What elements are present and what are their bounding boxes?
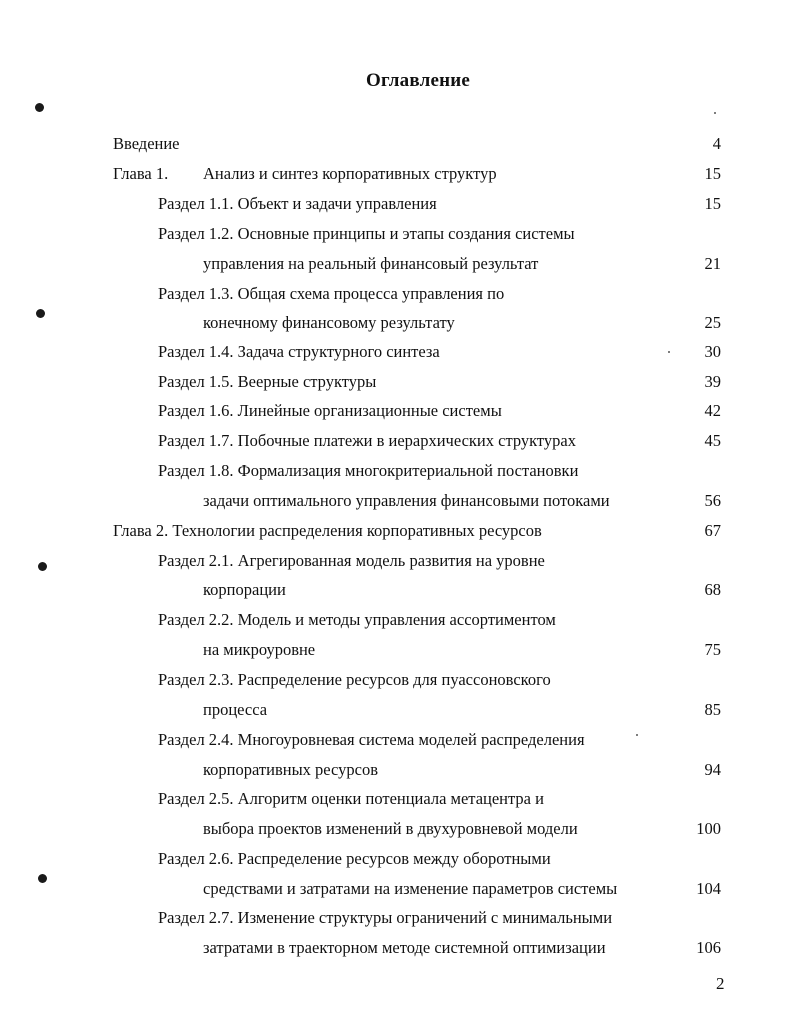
toc-page-section-2-5: 100 bbox=[696, 819, 721, 838]
toc-page-section-2-3: 85 bbox=[704, 700, 721, 719]
toc-entry-section-2-2: Раздел 2.2. Модель и методы управления ассортиментом bbox=[158, 610, 556, 629]
toc-page-section-2-6: 104 bbox=[696, 879, 721, 898]
toc-entry-section-1-3: Раздел 1.3. Общая схема процесса управления по bbox=[158, 284, 505, 303]
toc-entry-section-2-1: Раздел 2.1. Агрегированная модель развития на уровне bbox=[158, 551, 545, 570]
toc-page-section-1-7: 45 bbox=[704, 431, 721, 450]
chapter-title: Анализ и синтез корпоративных структур bbox=[203, 164, 497, 183]
chapter-label: Глава 1. bbox=[113, 164, 169, 183]
toc-entry-section-2-7-cont: затратами в траекторном методе системной оптимизации bbox=[203, 938, 606, 957]
page-number: 2 bbox=[716, 974, 725, 993]
toc-page-section-2-4: 94 bbox=[704, 760, 721, 779]
toc-entry-section-2-3: Раздел 2.3. Распределение ресурсов для пуассоновского bbox=[158, 670, 551, 689]
toc-entry-section-1-7: Раздел 1.7. Побочные платежи в иерархических структурах bbox=[158, 431, 577, 450]
punch-hole-mark bbox=[35, 103, 44, 112]
toc-page-chapter-2: 67 bbox=[704, 521, 721, 540]
toc-entry-section-2-1-cont: корпорации bbox=[203, 580, 286, 599]
toc-entry-section-1-1: Раздел 1.1. Объект и задачи управления bbox=[158, 194, 437, 213]
toc-entry-section-2-2-cont: на микроуровне bbox=[203, 640, 316, 659]
punch-hole-mark bbox=[38, 874, 47, 883]
toc-page-section-1-6: 42 bbox=[704, 401, 721, 420]
toc-entry-section-2-5-cont: выбора проектов изменений в двухуровневой модели bbox=[203, 819, 578, 838]
toc-entry-section-1-6: Раздел 1.6. Линейные организационные системы bbox=[158, 401, 502, 420]
toc-page-section-2-2: 75 bbox=[704, 640, 721, 659]
toc-entry-section-1-8: Раздел 1.8. Формализация многокритериальной постановки bbox=[158, 461, 579, 480]
toc-page-section-2-1: 68 bbox=[704, 580, 721, 599]
toc-page-chapter-1: 15 bbox=[704, 164, 721, 183]
toc-page-section-1-3: 25 bbox=[704, 313, 721, 332]
toc-entry-section-2-7: Раздел 2.7. Изменение структуры ограничений с минимальными bbox=[158, 908, 613, 927]
toc-page-section-1-1: 15 bbox=[704, 194, 721, 213]
toc-entry-section-1-4: Раздел 1.4. Задача структурного синтеза bbox=[158, 342, 440, 361]
scan-speck bbox=[636, 734, 638, 736]
toc-page-intro: 4 bbox=[712, 134, 721, 153]
toc-entry-section-1-5: Раздел 1.5. Веерные структуры bbox=[158, 372, 377, 391]
toc-page-section-1-8: 56 bbox=[704, 491, 721, 510]
punch-hole-mark bbox=[38, 562, 47, 571]
page-title: Оглавление bbox=[365, 70, 471, 91]
toc-entry-section-2-3-cont: процесса bbox=[203, 700, 268, 719]
toc-entry-chapter-2: Глава 2. Технологии распределения корпоративных ресурсов bbox=[113, 521, 542, 540]
toc-entry-section-1-3-cont: конечному финансовому результату bbox=[203, 313, 455, 332]
toc-entry-section-2-6: Раздел 2.6. Распределение ресурсов между оборотными bbox=[158, 849, 551, 868]
toc-entry-section-2-5: Раздел 2.5. Алгоритм оценки потенциала метацентра и bbox=[158, 789, 544, 808]
toc-page-section-1-2: 21 bbox=[704, 254, 721, 273]
toc-page-section-1-5: 39 bbox=[704, 372, 721, 391]
toc-entry-section-1-8-cont: задачи оптимального управления финансовыми потоками bbox=[203, 491, 610, 510]
toc-entry-chapter-1 bbox=[113, 164, 497, 184]
toc-page-section-2-7: 106 bbox=[696, 938, 721, 957]
toc-entry-intro: Введение bbox=[113, 134, 180, 153]
toc-entry-section-1-2: Раздел 1.2. Основные принципы и этапы создания системы bbox=[158, 224, 575, 243]
toc-entry-section-1-2-cont: управления на реальный финансовый результат bbox=[203, 254, 539, 273]
toc-entry-section-2-4: Раздел 2.4. Многоуровневая система моделей распределения bbox=[158, 730, 585, 749]
punch-hole-mark bbox=[36, 309, 45, 318]
scan-speck bbox=[714, 112, 716, 114]
toc-entry-section-2-6-cont: средствами и затратами на изменение параметров системы bbox=[203, 879, 618, 898]
toc-entry-section-2-4-cont: корпоративных ресурсов bbox=[203, 760, 378, 779]
toc-page-section-1-4: 30 bbox=[704, 342, 721, 361]
